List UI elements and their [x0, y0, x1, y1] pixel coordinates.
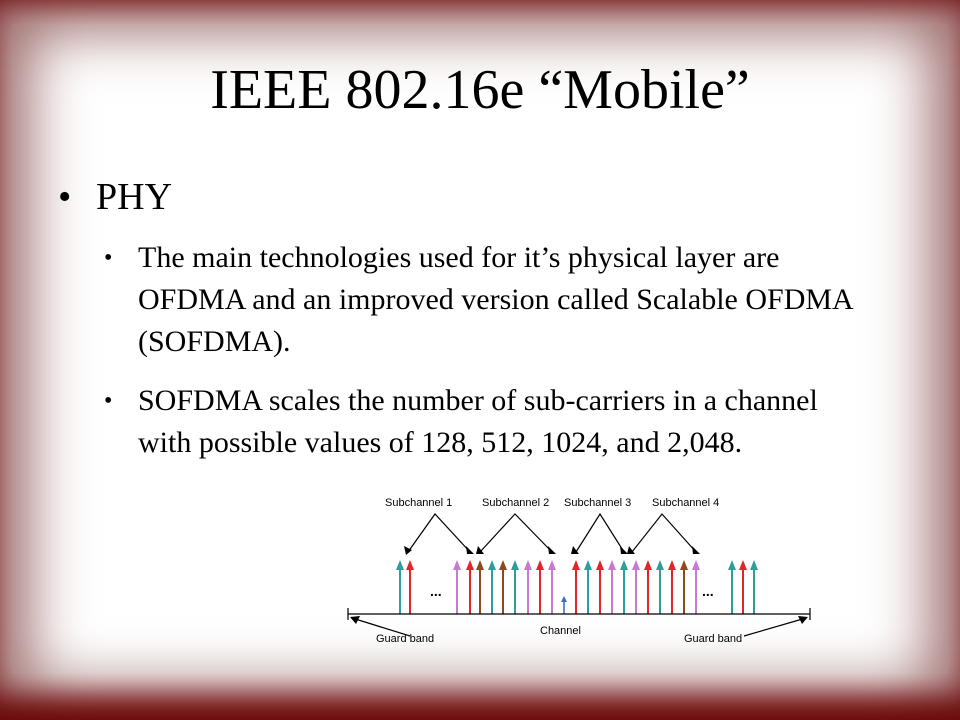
subcarrier-arrowhead [548, 560, 556, 570]
subcarrier-arrowhead [406, 560, 414, 570]
subcarrier-arrowhead [656, 560, 664, 570]
subcarrier-arrowhead [466, 560, 474, 570]
subcarrier-arrowhead [620, 560, 628, 570]
subcarrier-arrowhead [596, 560, 604, 570]
sub-bullet-technologies-text: The main technologies used for it’s physical layer are OFDMA and an improved version called Scalable OFDMA (SOFDMA). [138, 241, 853, 358]
subcarrier-arrowhead [524, 560, 532, 570]
ellipsis-right: ... [702, 583, 714, 599]
subcarrier-arrowhead [632, 560, 640, 570]
sub-bullet-dot: • [104, 245, 113, 271]
subchannel-2-arrows [480, 514, 552, 552]
ellipsis-left: ... [430, 583, 442, 599]
subcarrier-arrowhead [453, 560, 461, 570]
subcarrier-arrowhead [536, 560, 544, 570]
channel-label: Channel [540, 625, 581, 637]
sub-bullet-sofdma-text: SOFDMA scales the number of sub-carriers in a channel with possible values of 128, 512, 1024, and 2,048. [138, 384, 818, 459]
sub-bullet-sofdma [104, 380, 864, 464]
subcarrier-arrowhead [511, 560, 519, 570]
subcarrier-arrowhead [728, 560, 736, 570]
bullet-phy-text: PHY [96, 176, 173, 218]
subcarrier-arrowhead [488, 560, 496, 570]
bullet-phy [58, 172, 172, 222]
sub-bullet-technologies [104, 237, 864, 363]
subchannel-3-arrows [576, 514, 624, 552]
sub-bullet-dot: • [104, 388, 113, 414]
subcarrier-arrowhead [476, 560, 484, 570]
subcarrier-arrowhead [692, 560, 700, 570]
ofdma-subchannel-diagram [340, 488, 820, 658]
subchannel-2-label: Subchannel 2 [482, 497, 550, 509]
subcarrier-arrowhead [584, 560, 592, 570]
subcarrier-arrowhead [499, 560, 507, 570]
subchannel-4-label: Subchannel 4 [652, 497, 720, 509]
subcarrier-arrowhead [608, 560, 616, 570]
subcarrier-arrowhead [750, 560, 758, 570]
guard-band-left-label: Guard band [376, 633, 435, 645]
subchannel-1-label: Subchannel 1 [385, 497, 453, 509]
subcarrier-arrowhead [644, 560, 652, 570]
guard-band-right-label: Guard band [684, 633, 743, 645]
subchannel-1-arrows [408, 514, 470, 552]
slide-title: IEEE 802.16e “Mobile” [210, 59, 750, 121]
subcarrier-arrowhead [572, 560, 580, 570]
subcarrier-arrowhead [680, 560, 688, 570]
subcarrier-arrowhead [668, 560, 676, 570]
bullet-dot: • [58, 176, 72, 218]
subchannel-4-arrows [632, 514, 696, 552]
subchannel-pointer-arrows [408, 514, 696, 552]
subcarrier-arrowhead [396, 560, 404, 570]
subchannel-arrowheads [404, 546, 700, 555]
subcarrier-arrowhead [739, 560, 747, 570]
subchannel-3-label: Subchannel 3 [564, 497, 632, 509]
dc-subcarrier-arrowhead [561, 596, 567, 602]
